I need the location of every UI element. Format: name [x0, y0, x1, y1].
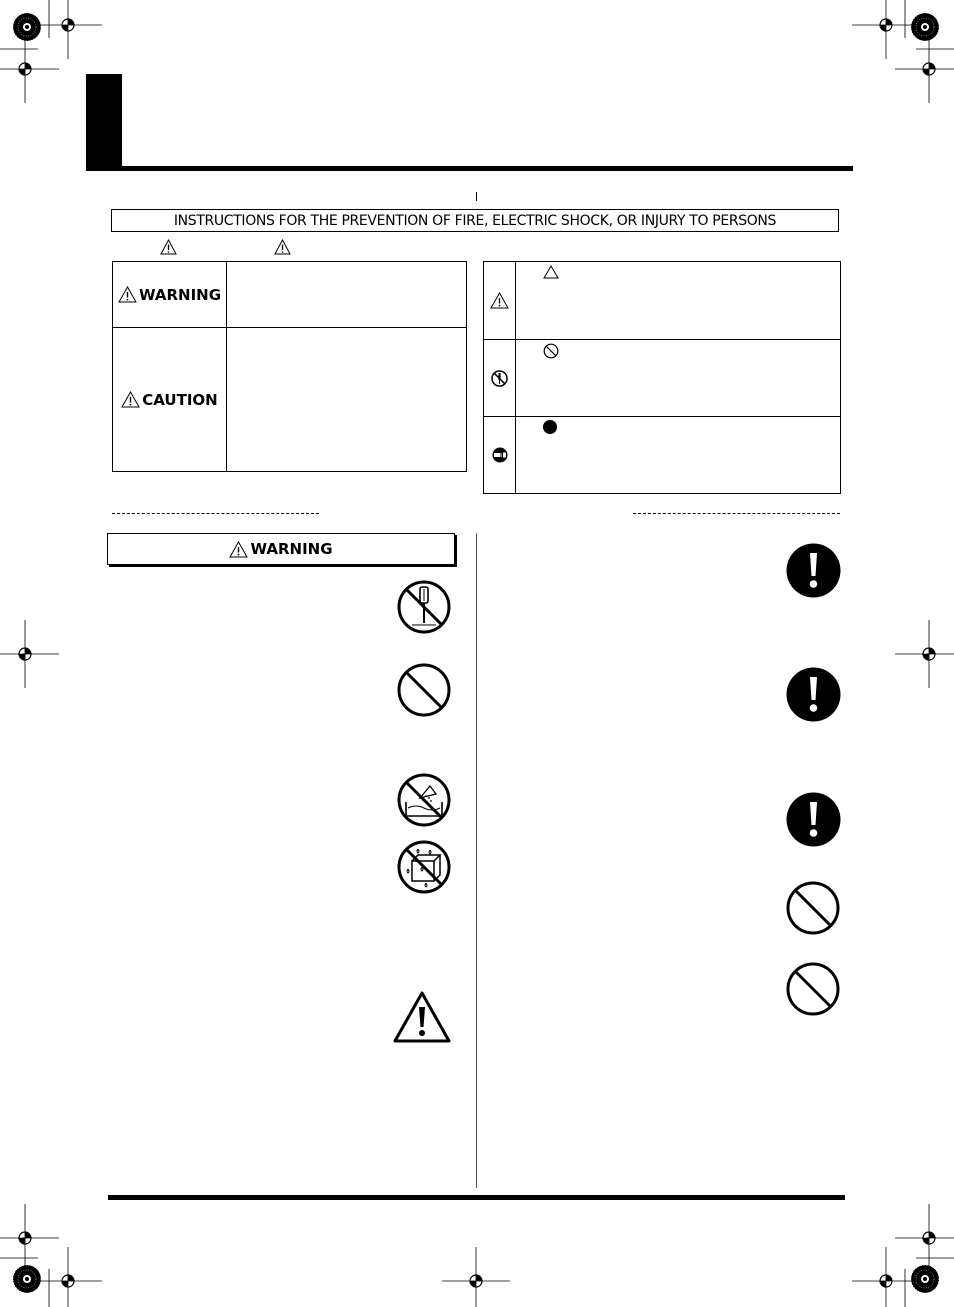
caution-level-cell	[113, 328, 227, 472]
no-disassemble-icon	[396, 579, 452, 635]
warning-header-box	[107, 533, 455, 565]
caution-triangle-icon	[392, 990, 452, 1044]
symbol-cell	[484, 340, 516, 417]
warning-levels-table	[112, 261, 467, 472]
column-divider	[476, 533, 477, 1188]
mandatory-action-icon	[786, 543, 841, 598]
caution-triangle-icon	[121, 391, 140, 408]
warning-label: WARNING	[138, 285, 222, 304]
symbol-description-cell	[516, 340, 841, 417]
caution-triangle-icon	[118, 286, 137, 303]
footer-rule	[108, 1195, 845, 1200]
warning-description-cell	[227, 262, 467, 328]
caution-triangle-icon	[229, 541, 248, 558]
no-wet-icon	[396, 839, 452, 895]
instructions-banner: INSTRUCTIONS FOR THE PREVENTION OF FIRE, ELECTRIC SHOCK, OR INJURY TO PERSONS	[111, 209, 839, 232]
chapter-tab	[86, 74, 122, 171]
mandatory-action-icon	[786, 667, 841, 722]
caution-triangle-icon	[490, 292, 509, 309]
prohibited-icon	[396, 662, 452, 718]
header-rule	[86, 166, 853, 171]
caution-triangle-icon	[274, 239, 291, 255]
caution-description-cell	[227, 328, 467, 472]
warning-header-label: WARNING	[250, 540, 333, 558]
prohibited-symbol-icon	[543, 343, 559, 359]
center-tick-mark	[476, 192, 477, 201]
symbol-description-cell	[516, 262, 841, 340]
no-disassemble-icon	[491, 370, 508, 387]
prohibited-icon	[785, 961, 841, 1017]
dashed-separator-left	[112, 513, 319, 514]
filled-circle-symbol-icon	[542, 419, 558, 435]
symbols-table	[483, 261, 841, 494]
symbol-description-cell	[516, 417, 841, 494]
symbol-cell	[484, 262, 516, 340]
no-water-icon	[396, 772, 452, 828]
prohibited-icon	[785, 880, 841, 936]
mandatory-action-icon	[786, 792, 841, 847]
caution-triangle-icon	[160, 239, 177, 255]
dashed-separator-right	[633, 513, 840, 514]
symbol-cell	[484, 417, 516, 494]
unplug-icon	[491, 447, 509, 463]
warning-level-cell	[113, 262, 227, 328]
caution-label: CAUTION	[142, 390, 218, 409]
triangle-symbol-icon	[543, 265, 559, 279]
